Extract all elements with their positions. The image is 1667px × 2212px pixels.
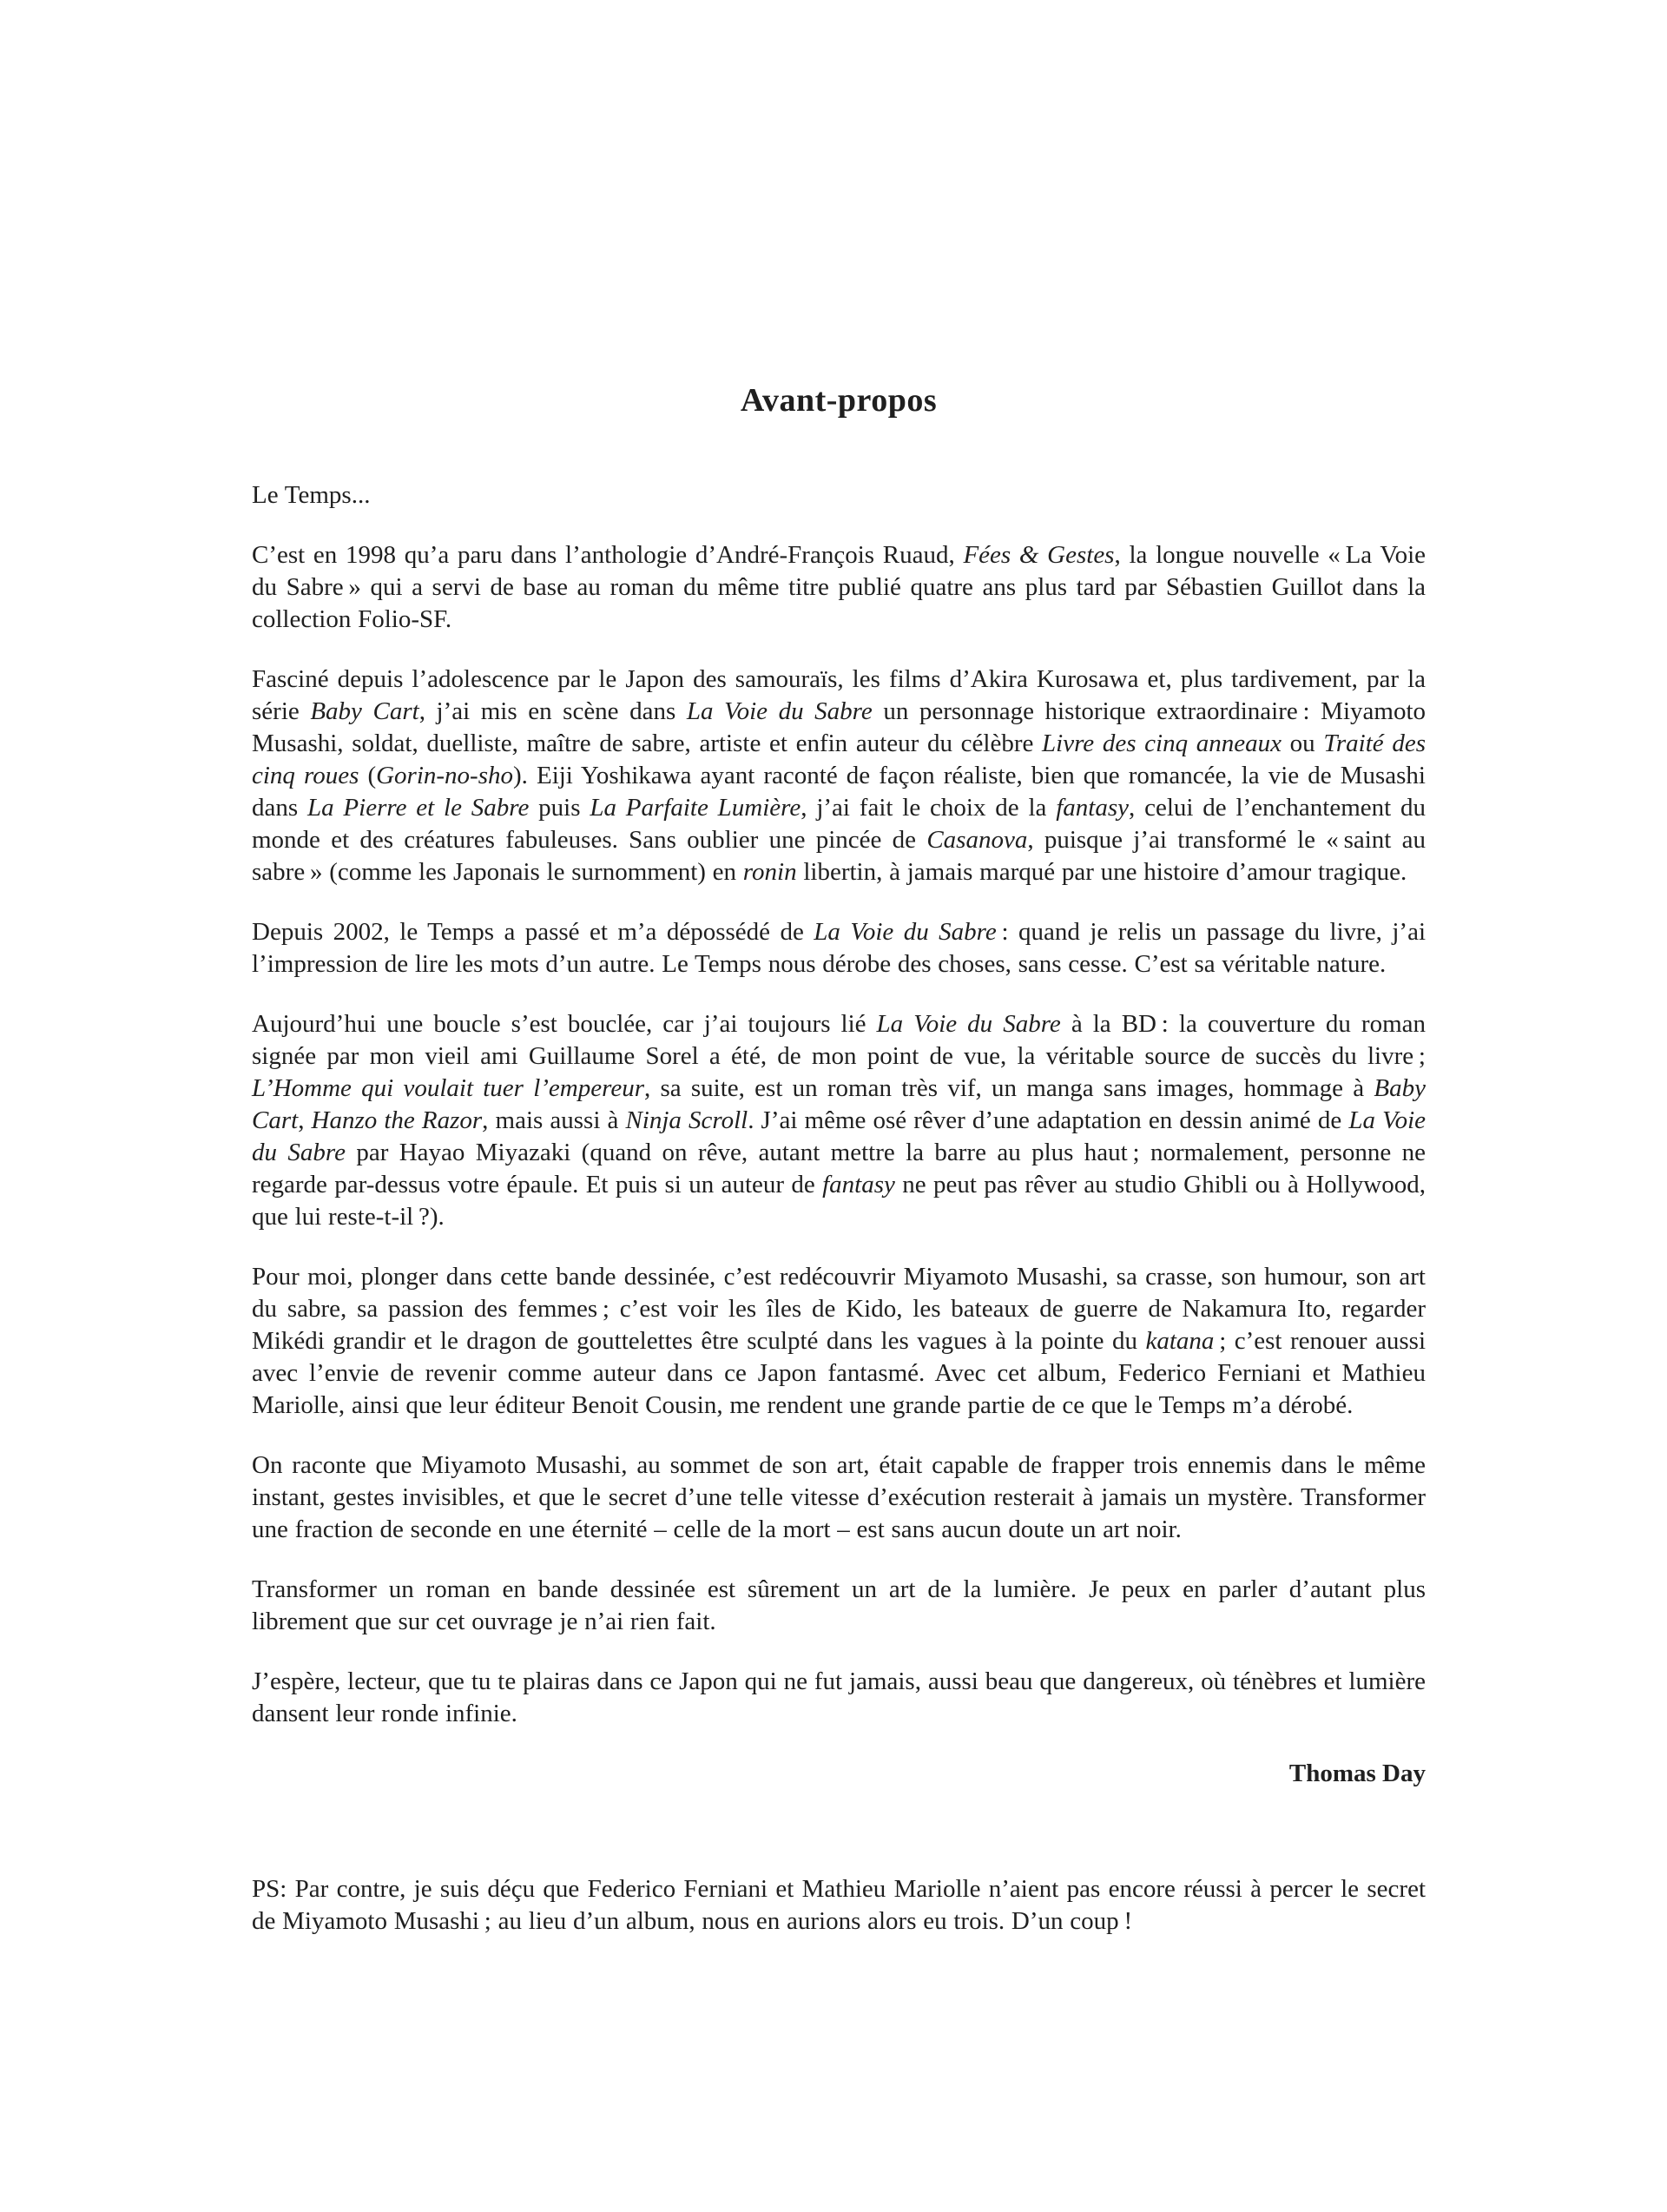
body-text: ne peut pas rêver au studio Ghibli ou à Hollywood, que lui reste-t-il ?). bbox=[252, 1171, 1426, 1231]
body-text: à la BD : la couverture du roman signée par mon vieil ami Guillaume Sorel a été, de mon point de vue, la véritable source de succès du livre ; bbox=[252, 1010, 1426, 1070]
body-text: PS: Par contre, je suis déçu que Federico Ferniani et Mathieu Mariolle n’aient pas encore réussi à percer le secret de Miyamoto Musashi ; au lieu d’un album, nous en aurions alors eu trois. D’un coup ! bbox=[252, 1875, 1426, 1935]
paragraph-cest-en-1998 bbox=[252, 539, 1426, 636]
body-text: Pour moi, plonger dans cette bande dessinée, c’est redécouvrir Miyamoto Musashi, sa crasse, son humour, son art du sabre, sa passion des femmes ; c’est voir les îles de Kido, les bateaux de guerre de Nakamura Ito, regarder Mikédi grandir et le dragon de gouttelettes être sculpté dans les vagues à la pointe du bbox=[252, 1263, 1426, 1355]
body-text: puis bbox=[529, 794, 590, 822]
paragraphs bbox=[252, 479, 1426, 1730]
body-text: ). Eiji Yoshikawa ayant raconté de façon réaliste, bien que romancée, la vie de Musashi dans bbox=[252, 762, 1426, 822]
italic-text: La Voie du Sabre bbox=[814, 918, 997, 946]
italic-text: Fées & Gestes bbox=[963, 541, 1115, 569]
body-text: Fasciné depuis l’adolescence par le Japon des samouraïs, les films d’Akira Kurosawa et, plus tardivement, par la série bbox=[252, 665, 1426, 725]
italic-text: Hanzo the Razor bbox=[311, 1106, 483, 1134]
italic-text: fantasy bbox=[1056, 794, 1129, 822]
body-text: , puisque j’ai transformé le « saint au sabre » (comme les Japonais le surnomment) en bbox=[252, 826, 1426, 886]
body-text: par Hayao Miyazaki (quand on rêve, autant mettre la barre au plus haut ; normalement, personne ne regarde par-dessus votre épaule. Et puis si un auteur de bbox=[252, 1139, 1426, 1198]
italic-text: La Voie du Sabre bbox=[686, 697, 873, 725]
body-text: , j’ai mis en scène dans bbox=[418, 697, 687, 725]
italic-text: Traité des cinq roues bbox=[252, 730, 1426, 789]
paragraph-on-raconte bbox=[252, 1449, 1426, 1546]
body-text: Transformer un roman en bande dessinée est sûrement un art de la lumière. Je peux en parler d’autant plus librement que sur cet ouvrage je n’ai rien fait. bbox=[252, 1575, 1426, 1635]
paragraph-transformer bbox=[252, 1574, 1426, 1638]
body-text: ; c’est renouer aussi avec l’envie de revenir comme auteur dans ce Japon fantasmé. Avec cet album, Federico Ferniani et Mathieu Mariolle, ainsi que leur éditeur Benoit Cousin, me rendent une grande partie de ce que le Temps m’a dérobé. bbox=[252, 1327, 1426, 1419]
italic-text: Gorin-no-sho bbox=[376, 762, 513, 789]
body-text: ou bbox=[1282, 730, 1324, 757]
body-text: , la longue nouvelle « La Voie du Sabre » qui a servi de base au roman du même titre publié quatre ans plus tard par Sébastien Guillot dans la collection Folio-SF. bbox=[252, 541, 1426, 633]
paragraph-jespere bbox=[252, 1666, 1426, 1730]
italic-text: La Voie du Sabre bbox=[252, 1106, 1426, 1166]
body-text: : quand je relis un passage du livre, j’ai l’impression de lire les mots d’un autre. Le Temps nous dérobe des choses, sans cesse. C’est sa véritable nature. bbox=[252, 918, 1426, 978]
italic-text: katana bbox=[1145, 1327, 1215, 1355]
page-title: Avant-propos bbox=[740, 382, 938, 419]
author-signature: Thomas Day bbox=[1288, 1760, 1426, 1787]
italic-text: Ninja Scroll bbox=[625, 1106, 748, 1134]
body-text: Depuis 2002, le Temps a passé et m’a dépossédé de bbox=[252, 918, 814, 946]
postscript bbox=[252, 1873, 1426, 1938]
body-text: J’espère, lecteur, que tu te plairas dans ce Japon qui ne fut jamais, aussi beau que dangereux, où ténèbres et lumière dansent leur ronde infinie. bbox=[252, 1667, 1426, 1727]
paragraph-ps bbox=[252, 1873, 1426, 1938]
body-text: . J’ai même osé rêver d’une adaptation en dessin animé de bbox=[748, 1106, 1349, 1134]
body-text: , sa suite, est un roman très vif, un manga sans images, hommage à bbox=[643, 1074, 1374, 1102]
body-text: ( bbox=[359, 762, 377, 789]
text-column bbox=[252, 380, 1426, 1938]
paragraph-le-temps bbox=[252, 479, 1426, 512]
italic-text: Casanova bbox=[926, 826, 1028, 854]
italic-text: Baby Cart bbox=[310, 697, 419, 725]
body-text: , mais aussi à bbox=[482, 1106, 626, 1134]
paragraph-fascine bbox=[252, 664, 1426, 888]
body-text: Le Temps... bbox=[252, 481, 371, 509]
body-text: C’est en 1998 qu’a paru dans l’anthologie d’André-François Ruaud, bbox=[252, 541, 964, 569]
italic-text: La Pierre et le Sabre bbox=[306, 794, 530, 822]
body-text: , j’ai fait le choix de la bbox=[801, 794, 1057, 822]
italic-text: fantasy bbox=[822, 1171, 895, 1198]
body-text: , bbox=[298, 1106, 312, 1134]
body-text: , celui de l’enchantement du monde et des créatures fabuleuses. Sans oublier une pincée de bbox=[252, 794, 1427, 854]
italic-text: ronin bbox=[742, 858, 797, 886]
body-text: libertin, à jamais marqué par une histoire d’amour tragique. bbox=[796, 858, 1407, 886]
body-text: On raconte que Miyamoto Musashi, au sommet de son art, était capable de frapper trois ennemis dans le même instant, gestes invisibles, et que le secret d’une telle vitesse d’exécution resterait à jamais un mystère. Transformer une fraction de seconde en une éternité – celle de la mort – est sans aucun doute un art noir. bbox=[252, 1451, 1426, 1543]
paragraph-pour-moi bbox=[252, 1261, 1426, 1422]
body-text: Aujourd’hui une boucle s’est bouclée, car j’ai toujours lié bbox=[252, 1010, 877, 1038]
paragraph-aujourdhui bbox=[252, 1008, 1426, 1233]
body-text: un personnage historique extraordinaire : Miyamoto Musashi, soldat, duelliste, maître de sabre, artiste et enfin auteur du célèbre bbox=[252, 697, 1426, 757]
italic-text: Baby Cart bbox=[252, 1074, 1426, 1134]
italic-text: Livre des cinq anneaux bbox=[1042, 730, 1282, 757]
paragraph-depuis-2002 bbox=[252, 916, 1426, 981]
italic-text: L’Homme qui voulait tuer l’empereur bbox=[252, 1074, 644, 1102]
italic-text: La Parfaite Lumière bbox=[590, 794, 801, 822]
italic-text: La Voie du Sabre bbox=[876, 1010, 1061, 1038]
